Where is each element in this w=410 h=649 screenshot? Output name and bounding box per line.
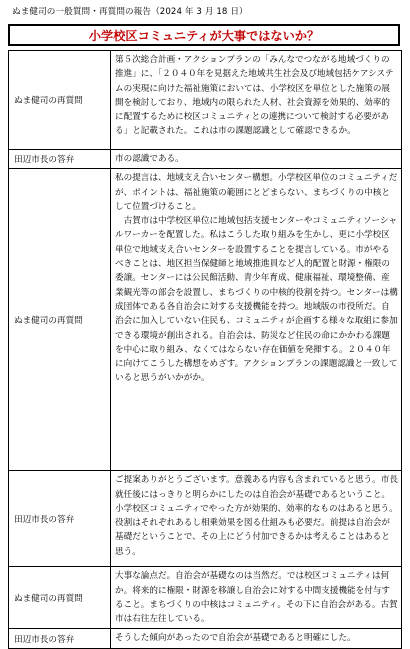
table-row [9,471,402,567]
paragraph: そうした傾向があったので自治会が基礎であると明確にした。 [115,633,356,644]
content-cell [111,629,402,648]
table-row [9,150,402,169]
report-header: ぬま健司の一般質問・再質問の報告（2024 年 3 月 18 日） [12,7,248,17]
speaker-cell: ぬま健司の再質問 [9,169,111,471]
report-title: 小学校区コミュニティが大事ではないか？ [8,24,400,46]
paragraph: 私の提言は、地域支え合いセンター構想。小学校区単位のコミュニティだが、ポイントは、福祉施策の範囲にとどまらない、まちづくりの中核として位置づけること。 [115,173,398,212]
table-row [9,51,402,150]
table-row [9,629,402,648]
table-row [9,169,402,471]
paragraph: 市の認識である。 [115,154,184,164]
paragraph: ご提案ありがとうございます。意義ある内容も含まれていると思う。市長就任後にはっきりと明らかにしたのは自治会が基礎であるということ。小学校区コミュニティでやった方が効果的、効率的なものはあると思う。役割はそれぞれあるし相乗効果を図る仕組みも必要だ。前提は自治会が基礎だということで、その上にどう付加できるかは考えることはあると思う。 [115,475,398,557]
table-row [9,567,402,629]
paragraph: 古賀市は中学校区単位に地域包括支援センターやコミュニティソーシャルワーカーを配置した。私はこうした取り組みを生かし、更に小学校区単位で地域支え合いセンターを設置することを提言している。市がやるべきことは、地区担当保健師と地域推進員など人的配置と財源・権限の委譲。センターには公民館活動、青少年育成、健康福祉、環境整備、産業観光等の部会を設置し、まちづくりの中核的役割を持つ。センターは構成団体である各自治会に対する支援機能を持つ。地域版の市役所だ。自治会に加入していない住民も、コミュニティが企画する様々な取組に参加できる環境が創出される。自治会は、防災など住民の命にかかわる課題を中心に取り組み、なくてはならない存在価値を発揮する。２０４０年に向けてこうした構想をめざす。アクションプランの課題認識と一致していると思うがいかがか。 [115,216,398,384]
content-cell [111,150,402,169]
speaker-cell: ぬま健司の再質問 [9,567,111,629]
paragraph: 第５次総合計画・アクションプランの「みんなでつながる地域づくりの推進」に、「２０４０年を見据えた地域共生社会及び地域包括ケアシステムの実現に向けた福祉施策においては、小学校区を単位とした施策の展開を検討しており、地域内の限られた人材、社会資源を効果的、効率的に配置するために校区コミュニティとの連携について検討する必要がある」と記載された。これは市の課題認識として確認できるか。 [115,55,394,137]
speaker-cell: 田辺市長の答弁 [9,150,111,169]
qa-table [8,50,402,649]
content-cell [111,51,402,150]
content-cell [111,471,402,567]
speaker-cell: ぬま健司の再質問 [9,51,111,150]
content-cell [111,567,402,629]
speaker-cell: 田辺市長の答弁 [9,471,111,567]
content-cell [111,169,402,471]
paragraph: 大事な論点だ。自治会が基礎なのは当然だ。では校区コミュニティは何か。将来的に権限・財源を移譲し自治会に対する中間支援機能を付与すること。まちづくりの中核はコミュニティ。その下に自治会がある。古賀市は右往左往している。 [115,571,398,625]
speaker-cell: 田辺市長の答弁 [9,629,111,648]
